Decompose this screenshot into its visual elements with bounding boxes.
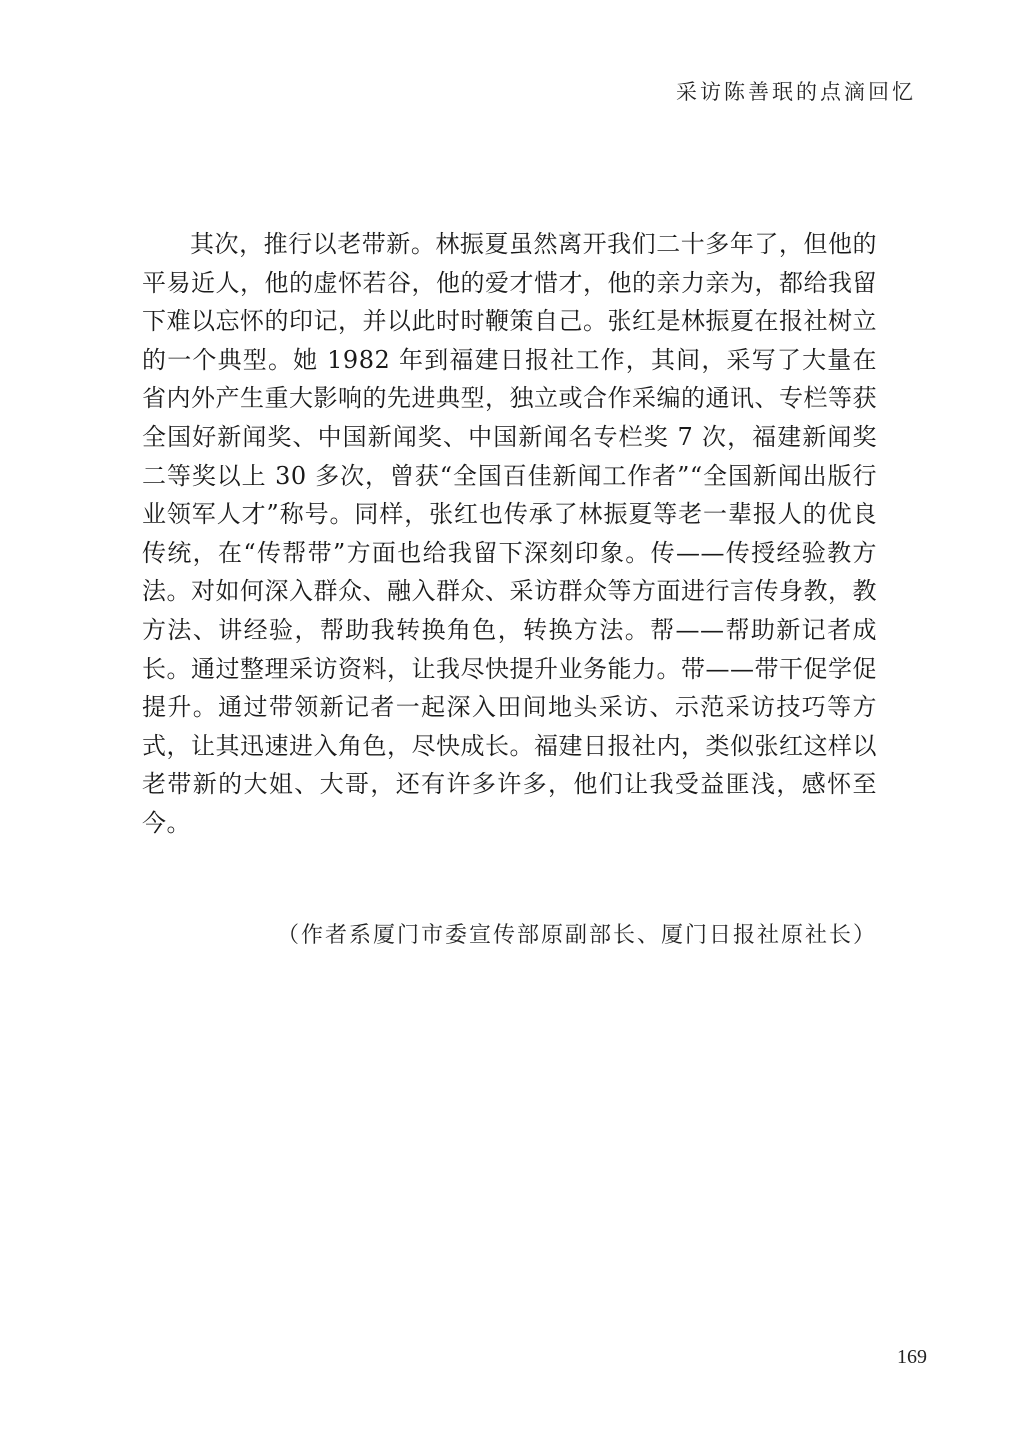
running-header-title: 采访陈善珉的点滴回忆 <box>676 80 916 104</box>
author-signature: （作者系厦门市委宣传部原副部长、厦门日报社原社长） <box>276 923 877 948</box>
header-divider <box>136 117 918 118</box>
page-number: 169 <box>897 1346 927 1368</box>
article-paragraph: 其次，推行以老带新。林振夏虽然离开我们二十多年了，但他的平易近人，他的虚怀若谷，他的爱才惜才，他的亲力亲为，都给我留下难以忘怀的印记，并以此时时鞭策自己。张红是林振夏在报社树立的一个典型。她 1982 年到福建日报社工作，其间，采写了大量在省内外产生重大影响的先进典型，独立或合作采编的通讯、专栏等获全国好新闻奖、中国新闻奖、中国新闻名专栏奖 7 次，福建新闻奖二等奖以上 30 多次，曾获“全国百佳新闻工作者”“全国新闻出版行业领军人才”称号。同样，张红也传承了林振夏等老一辈报人的优良传统，在“传帮带”方面也给我留下深刻印象。传——传授经验教方法。对如何深入群众、融入群众、采访群众等方面进行言传身教，教方法、讲经验，帮助我转换角色，转换方法。帮——帮助新记者成长。通过整理采访资料，让我尽快提升业务能力。带——带干促学促提升。通过带领新记者一起深入田间地头采访、示范采访技巧等方式，让其迅速进入角色，尽快成长。福建日报社内，类似张红这样以老带新的大姐、大哥，还有许多许多，他们让我受益匪浅，感怀至今。 <box>142 230 877 837</box>
